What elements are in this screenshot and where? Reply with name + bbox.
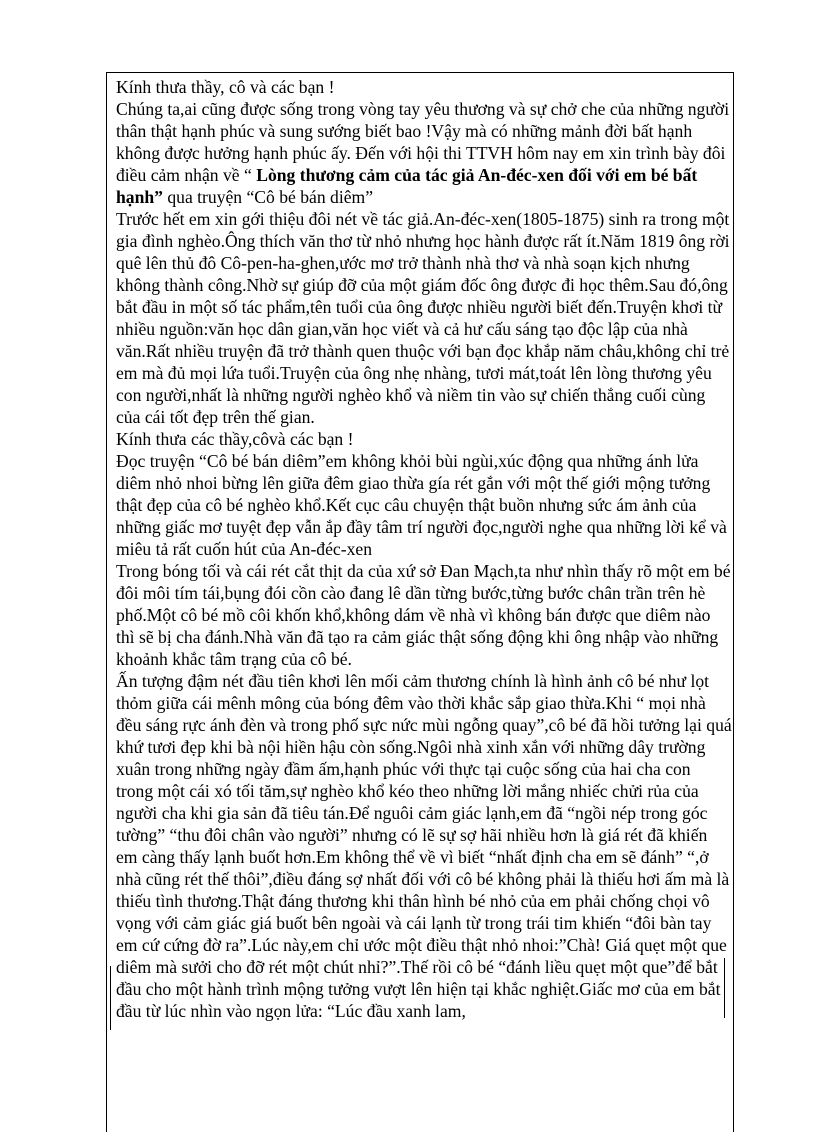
analysis-paragraph: Ấn tượng đậm nét đầu tiên khơi lên mối cảm thương chính là hình ảnh cô bé như lọt thỏm giữa cái mênh mông của bóng đêm vào thời khắc sắp giao thừa.Khi “ mọi nhà đều sáng rực ánh đèn và trong phố sực nức mùi ngỗng quay”,cô bé đã hồi tưởng lại quá khứ tươi đẹp khi bà nội hiền hậu còn sống.Ngôi nhà xinh xắn với những dây trường xuân trong những ngày đầm ấm,hạnh phúc với thực tại cuộc sống của hai cha con trong một cái xó tối tăm,sự nghèo khổ kéo theo những lời mắng nhiếc chửi rủa của người cha khi gia sản đã tiêu tán.Để nguôi cảm giác lạnh,em đã “ngồi nép trong góc tường” “thu đôi chân vào người” nhưng có lẽ sự sợ hãi nhiều hơn là giá rét đã khiến em càng thấy lạnh buốt hơn.Em không thể về vì biết “nhất định cha em sẽ đánh” “,ở nhà cũng rét thế thôi”,điều đáng sợ nhất đối với cô bé không phải là thiếu hơi ấm mà là thiếu tình thương.Thật đáng thương khi thân hình bé nhỏ của em phải chống chọi vô vọng với cảm giác giá buốt bên ngoài và cái lạnh từ trong trái tim khiến “đôi bàn tay em cứ cứng đờ ra”.Lúc này,em chỉ ước một điều thật nhỏ nhoi:”Chà! Giá quẹt một que diêm mà sưởi cho đỡ rét một chút nhỉ?”.Thế rồi cô bé “đánh liều quẹt một que”để bắt đầu cho một hành trình mộng tưởng vượt lên hiện tại khắc nghiệt.Giấc mơ của em bắt đầu từ lúc nhìn vào ngọn lửa: “Lúc đầu xanh lam, xyxy=(116,671,732,1021)
story-impression-paragraph: Đọc truyện “Cô bé bán diêm”em không khỏi bùi ngùi,xúc động qua những ánh lửa diêm nhỏ nhoi bừng lên giữa đêm giao thừa gía rét gắn với một thế giới mộng tưởng thật đẹp của cô bé nghèo khổ.Kết cục câu chuyện thật buồn nhưng sức ám ảnh của những giấc mơ tuyệt đẹp vẫn ắp đầy tâm trí người đọc,người nghe qua những lời kể và miêu tả rất cuốn hút của An-đéc-xen xyxy=(116,451,727,559)
intro-paragraph xyxy=(116,98,732,208)
setting-paragraph: Trong bóng tối và cái rét cắt thịt da của xứ sở Đan Mạch,ta như nhìn thấy rõ một em bé đôi môi tím tái,bụng đói cồn cào đang lê dần từng bước,từng bước chân trần trên hè phố.Một cô bé mồ côi khốn khổ,không dám về nhà vì không bán được que diêm nào thì sẽ bị cha đánh.Nhà văn đã tạo ra cảm giác thật sống động khi ông nhập vào những khoảnh khắc tâm trạng của cô bé. xyxy=(116,561,731,669)
second-greeting-paragraph: Kính thưa các thầy,côvà các bạn ! xyxy=(116,429,354,449)
author-paragraph: Trước hết em xin gới thiệu đôi nét về tác giả.An-đéc-xen(1805-1875) sinh ra trong một gia đình nghèo.Ông thích văn thơ từ nhỏ nhưng học hành được rất ít.Năm 1819 ông rời quê lên thủ đô Cô-pen-ha-ghen,ước mơ trở thành nhà thơ và nhà soạn kịch nhưng không thành công.Nhờ sự giúp đỡ của một giám đốc ông được đi học thêm.Sau đó,ông bắt đầu in một số tác phẩm,tên tuổi của ông được nhiều người biết đến.Truyện khơi từ nhiều nguồn:văn học dân gian,văn học viết và cả hư cấu sáng tạo độc lập của nhà văn.Rất nhiều truyện đã trở thành quen thuộc với bạn đọc khắp năm châu,không chỉ trẻ em mà đủ mọi lứa tuổi.Truyện của ông nhẹ nhàng, tươi mát,toát lên lòng thương yêu con người,nhất là những người nghèo khổ và niềm tin vào sự chiến thắng cuối cùng của cái tốt đẹp trên thế gian. xyxy=(116,209,730,427)
margin-mark-left xyxy=(110,966,111,1030)
document-body xyxy=(116,76,732,1022)
greeting-paragraph: Kính thưa thầy, cô và các bạn ! xyxy=(116,77,335,97)
intro-topic-bold: Lòng thương cảm của tác giả An-đéc-xen đối với em bé bất hạnh” xyxy=(116,165,698,207)
intro-story-title: qua truyện “Cô bé bán diêm” xyxy=(162,187,374,207)
intro-text: Chúng ta,ai cũng được sống trong vòng tay yêu thương và sự chở che của những người thân thật hạnh phúc và sung sướng biết bao !Vậy mà có những mảnh đời bất hạnh không được hưởng hạnh phúc ấy. Đến với hội thi TTVH hôm nay em xin trình bày đôi điều cảm nhận về “ xyxy=(116,99,730,185)
